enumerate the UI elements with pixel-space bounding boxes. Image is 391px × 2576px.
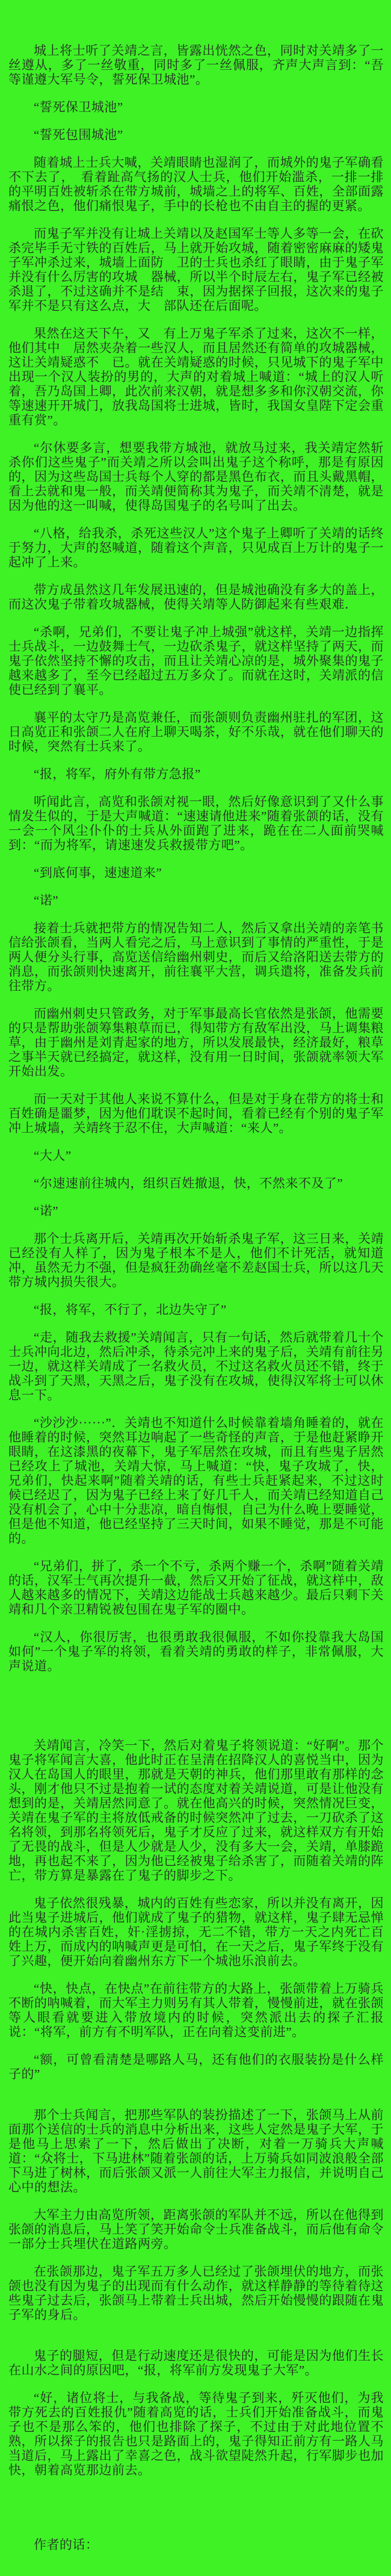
paragraph: “誓死保卫城池”	[34, 100, 123, 114]
paragraph: “汉人，你很厉害，也很勇敢我很佩服，不如你投靠我大岛国如何”一个鬼子军的将领，看着关靖的勇敢的样子，非常佩服，大声说道。	[8, 1630, 384, 1673]
paragraph: 鬼子的腿短，但是行动速度还是很快的，可能是因为他们生长在山水之间的原因吧，“报，将军前方发现鬼子大军”。	[8, 2348, 384, 2377]
author-note-label: 作者的话：	[34, 2537, 99, 2552]
paragraph: 关靖闻言，冷笑一下，然后对着鬼子将领说道：“好啊”。那个鬼子将军闻言大喜，他此时正在呈清在招降汉人的喜悦当中，因为汉人在岛国人的眼里，那就是天朝的神兵，他们那里敢有那样的念头，刚才他只不过是抱着一试的态度对着关靖说道，可是让他没有想到的是，关靖居然同意了。就在他高兴的时候，突然情况巨变，关靖在鬼子军的主将放低戒备的时候突然冲了过去，一刀砍杀了这名将领，到那名将领死后，鬼子才反应了过来，就这样双方有开始了无畏的战斗，但是人少就是人少，没有多大一会，关靖，单膝跪地，再也起不来了，因为他已经被鬼子给杀害了，而随着关靖的阵亡，带方算是暴露在了鬼子的脚步之下。	[8, 1738, 384, 1883]
paragraph: “大人”	[34, 1148, 72, 1163]
paragraph: “走，随我去救援”关靖闻言，只有一句话，然后就带着几十个士兵冲向北边，然后冲杀，待杀完冲上来的鬼子后，关靖有前往另一边，就这样关靖成了一名救火员，不过这名救火员还不错，终于战斗到了天黑，天黑之后，鬼子没有在攻城，使得汉军将士可以休息一下。	[8, 1330, 384, 1402]
paragraph: 随着城上士兵大喊，关靖眼睛也湿润了，而城外的鬼子军确看不下去了， 看着趾高气扬的汉人士兵，他们开始滥杀，一排一排的平明百姓被斩杀在带方城前，城墙之上的将军、百姓，全部面露痛恨之色，他们痛恨鬼子，手中的长枪也不由自主的握的更紧。	[8, 155, 384, 213]
paragraph: 果然在这天下午，又 有上万鬼子军杀了过来，这次不一样，他们其中 居然夹杂着一些汉人，而且居然还有简单的攻城器械，这让关靖疑惑不 已。就在关靖疑惑的时候，只见城下的鬼子军中出现一个汉人装扮的男的，大声的对着城上喊道：“城上的汉人听着，吾乃岛国上卿，此次前来汉朝，就是想多多和你汉朝交流，你等速速开开城门，放我岛国将士进城，皆时，我国女皇陛下定会重重有赏”。	[8, 326, 384, 427]
paragraph: “快，快点，在快点”在前往带方的大路上，张颌带着上万骑兵不断的呐喊着，而大军主力则另有其人带着，慢慢前进，就在张颌等人眼看就要进入带放境内的时候，突然派出去的探子汇报说：“将军，前方有不明军队，正在向着这变前进”。	[8, 1981, 384, 2039]
paragraph: “尔休要多言，想要我带方城池，就放马过来，我关靖定然斩杀你们这些鬼子”而关靖之所以会叫出鬼子这个称呼，那是有原因的，因为这些岛国士兵每个人穿的都是黑色布衣，而且头戴黑帽，看上去就和鬼一般，而关靖便简称其为鬼子，而关靖不清楚，就是因为他的这一叫喊，使得岛国鬼子的名号叫了出去。	[8, 441, 384, 513]
paragraph: “到底何事，速速道来”	[34, 865, 162, 880]
paragraph: 那个士兵离开后，关靖再次开始斩杀鬼子军，这三日来，关靖已经没有人样了，因为鬼子根本不是人，他们不计死活，就知道冲，虽然无力不强，但是疯狂劲确丝毫不差赵国士兵，所以这几天带方城内损失很大。	[8, 1231, 384, 1289]
paragraph: “杀啊，兄弟们，不要让鬼子冲上城强”就这样，关靖一边指挥士兵战斗，一边鼓舞士气，一边砍杀鬼子，就这样坚持了两天，而鬼子依然坚持不懈的攻击，而且让关靖心凉的是，城外聚集的鬼子越来越多了，至今已经超过五万多众了。而就在这时，关靖派的信使已经到了襄平。	[8, 625, 384, 697]
paragraph: “沙沙沙······”．关靖也不知道什么时候靠着墙角睡着的，就在他睡着的时候，突然耳边响起了一些奇怪的声音，于是他赶紧睁开眼睛，在这漆黑的夜幕下，鬼子军居然在攻城，而且有些鬼子居然已经攻上了城池，关靖大惊，马上喊道：“快，鬼子攻城了，快，兄弟们，快起来啊”随着关靖的话，有些士兵赶紧起来，不过这时候已经迟了，因为鬼子已经上来了好几千人，而关靖已经知道自己没有机会了，心中十分悲凉，暗自悔恨，自己为什么晚上要睡觉，但是他不知道，他已经坚持了三天时间，如果不睡觉，那是不可能的。	[8, 1416, 384, 1546]
paragraph: 那个士兵闻言，把那些军队的装扮描述了一下，张颌马上从前面那个送信的士兵的消息中分析出来，这些人定然是鬼子大军，于是他马上思索了一下，然后做出了决断，对着一万骑兵大声喊道：“众将士，下马进林”随着张颌的话，上万骑兵如同波浪般全部下马进了树林，而后张颌又派一人前往大军主力报信，并说明自己心中的想法。	[8, 2108, 384, 2194]
paragraph: 接着士兵就把带方的情况告知二人，然后又拿出关靖的亲笔书信给张颌看，当两人看完之后，马上意识到了事情的严重性，于是两人便分头行事，高览送信给幽州刺史，而后又给洛阳送去带方的消息，而张颌则快速离开，前往襄平大营，调兵遣将，准备发兵前往带方。	[8, 921, 384, 993]
paragraph: “诺”	[34, 1204, 59, 1218]
paragraph: “八格，给我杀，杀死这些汉人”这个鬼子上卿听了关靖的话终于努力，大声的怒喊道，随着这个声音，只见成百上万计的鬼子一起冲了上来。	[8, 526, 384, 569]
paragraph: 大军主力由高览所领，距离张颌的军队并不远，所以在他得到张颌的消息后，马上笑了笑开始命令士兵准备战斗，而后他有命令一部分士兵埋伏在道路两旁。	[8, 2208, 384, 2251]
paragraph: “誓死包围城池”	[34, 128, 123, 142]
paragraph: 而鬼子军并没有让城上关靖以及赵国军士等人多等一会，在砍杀完毕手无寸铁的百姓后，马上就开始攻城，随着密密麻麻的矮鬼子军冲杀过来，城墙上面防 卫的士兵也杀红了眼睛，由于鬼子军并没有什么厉害的攻城 器械，所以半个时辰左右，鬼子军已经被杀退了，不过这确并不是结 束，因为据探子回报，这次来的鬼子军并不是只有这么点，大 部队还在后面呢。	[8, 226, 384, 313]
paragraph: 城上将士听了关靖之言，皆露出恍然之色，同时对关靖多了一丝遵从，多了一丝敬重，同时多了一丝佩服，齐声大声言到：“吾等谨遵大军号令，誓死保卫城池”。	[8, 43, 384, 87]
paragraph: 而幽州刺史只管政务，对于军事最高长官依然是张颌，他需要的只是帮助张颌筹集粮草而已，得知带方有敌军出没，马上调集粮草，由于幽州是刘青起家的地方，所以发展最快，经济最好，粮草之事半天就已经搞定，就这样，没有用一日时间，张颌就率领大军开始出发。	[8, 1006, 384, 1079]
paragraph: “额，可曾看清楚是哪路人马，还有他们的衣服装扮是什么样子的”	[8, 2052, 384, 2081]
paragraph: 带方成虽然这几年发展迅速的，但是城池确没有多大的盖上，而这次鬼子带着攻城器械，使得关靖等人防御起来有些艰难．	[8, 583, 384, 611]
paragraph: “兄弟们，拼了，杀一个不亏，杀两个赚一个，杀啊”随着关靖的话，汉军士气再次提升一截，然后又开始了征战，就这样中，敌人越来越多的情况下，关靖这边能战士兵越来越少。最后只剩下关靖和几个亲卫精锐被包围在鬼子军的圈中。	[8, 1559, 384, 1617]
paragraph: 而一天对于其他人来说不算什么，但是对于身在带方的将士和百姓确是噩梦，因为他们耽误不起时间，看着已经有个别的鬼子军冲上城墙，关靖终于忍不住，大声喊道：“来人”。	[8, 1092, 384, 1135]
paragraph: “尔速速前往城内，组织百姓撤退，快，不然来不及了”	[34, 1176, 343, 1190]
paragraph: “诺”	[34, 893, 59, 908]
paragraph: 襄平的太守乃是高览兼任，而张颌则负责幽州驻扎的军团，这日高览正和张颌二人在府上聊天喝茶，好不乐哉，就在他们聊天的时候，突然有士兵来了。	[8, 710, 384, 754]
paragraph: “报，将军，不行了，北边失守了”	[34, 1302, 227, 1317]
paragraph: 听闻此言，高览和张颌对视一眼，然后好像意识到了又什么事情发生似的，于是大声喊道：“速速请他进来”随着张颌的话，没有一会一个风尘仆仆的士兵从外面跑了进来，跪在在二人面前哭喊到：“而为将军，请速速发兵救援带方吧”。	[8, 794, 384, 852]
paragraph: 在张颌那边，鬼子军五万多人已经过了张颌埋伏的地方，而张颌也没有因为鬼子的出现而有什么动作，就这样静静的等待着待这些鬼子过去后，张颌马上带着士兵出城，然后开始慢慢的跟随在鬼子军的身后。	[8, 2264, 384, 2322]
paragraph: “报，将军，府外有带方急报”	[34, 767, 201, 781]
paragraph: “好，诸位将士，与我备战，等待鬼子到来，歼灭他们，为我带方死去的百姓报仇”随着高览的话，士兵们开始准备战斗，而鬼子也不是那么笨的，他们也排除了探子，不过由于对此地位置不熟，所以探子的报告也只是路面上的，鬼子得知正前方有一路人马当道后，马上露出了幸喜之色，战斗欲望陡然升起，行军脚步也加快，朝着高览那边前去。	[8, 2391, 384, 2477]
novel-text	[8, 43, 384, 2477]
paragraph: 鬼子依然很残暴，城内的百姓有些恋家，所以并没有离开，因此当鬼子进城后，他们就成了鬼子的猎物，就这样，鬼子肆无忌惮的在城内杀害百姓，奸·淫掳掠，无二不错，带方一天之内死亡百姓上万，而成内的呐喊声更是可怕，在一天之后，鬼子军终于没有了兴趣，便开始向着幽州东方下一个城池乐浪前去。	[8, 1896, 384, 1968]
